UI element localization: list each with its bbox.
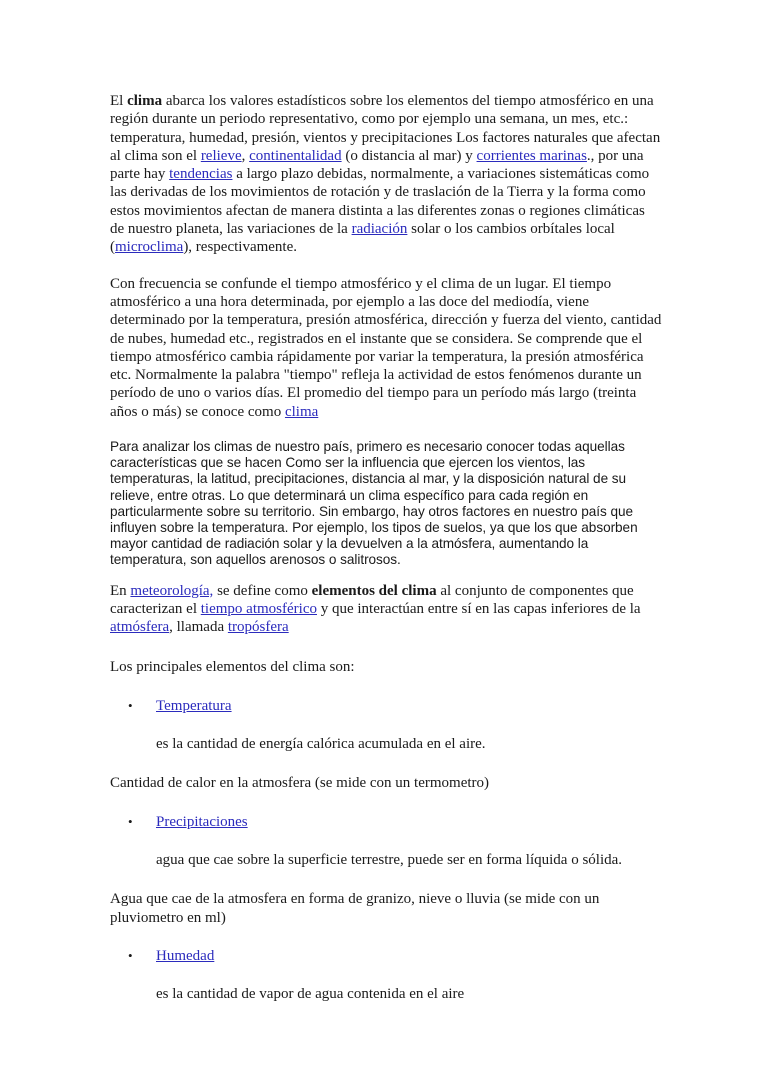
text: (o distancia al mar) y xyxy=(341,147,477,164)
text: , llamada xyxy=(169,619,228,636)
text: y que interactúan entre sí en las capas inferiores de la xyxy=(316,600,641,617)
paragraph-tiempo-vs-clima xyxy=(110,275,662,421)
link-humedad[interactable]: Humedad xyxy=(156,947,215,964)
link-continentalidad[interactable]: continentalidad xyxy=(249,147,342,164)
text: ., por una parte hay xyxy=(110,147,644,183)
link-atmosfera[interactable]: atmósfera xyxy=(110,619,170,636)
text: abarca los valores estadísticos sobre los elementos del tiempo atmosférico en una región durante un periodo representativo, como por ejemplo una semana, un mes, etc.: temperatura, humedad, presión, vientos y precipitaciones Los factores naturales que afectan al clima son el xyxy=(110,93,661,164)
bullet-icon: • xyxy=(128,813,133,829)
link-radiacion[interactable]: radiación xyxy=(351,221,408,238)
link-tendencias[interactable]: tendencias xyxy=(169,166,233,183)
list-item-humedad xyxy=(110,947,662,965)
text: Con frecuencia se confunde el tiempo atmosférico y el clima de un lugar. El tiempo atmosférico a una hora determinada, por ejemplo a las doce del mediodía, viene determinado por la temperatura, presión atmosférica, dirección y fuerza del viento, cantidad de nubes, humedad etc., registrados en el instante que se considera. Se comprende que el tiempo atmosférico cambia rápidamente por variar la temperatura, la presión atmosférica etc. Normalmente la palabra "tiempo" refleja la actividad de estos fenómenos durante un período de uno o varios días. El promedio del tiempo para un período más largo (treinta años o más) se conoce como xyxy=(110,275,662,420)
link-troposfera[interactable]: tropósfera xyxy=(227,619,289,636)
item-note: Cantidad de calor en la atmosfera (se mide con un termometro) xyxy=(110,775,490,792)
link-meteorologia[interactable]: meteorología, xyxy=(130,582,214,599)
item-description: agua que cae sobre la superficie terrestre, puede ser en forma líquida o sólida. xyxy=(156,852,623,869)
item-description: es la cantidad de vapor de agua contenida en el aire xyxy=(156,986,465,1003)
bold-term-clima: clima xyxy=(127,93,163,109)
bullet-icon: • xyxy=(128,947,133,963)
link-temperatura[interactable]: Temperatura xyxy=(156,697,232,714)
text: , xyxy=(241,147,250,164)
document-body xyxy=(110,92,662,1025)
paragraph-climas-pais: Para analizar los climas de nuestro país, primero es necesario conocer todas aquellas características que se hacen Como ser la influencia que ejercen los vientos, las temperaturas, la latitud, precipitaciones, distancia al mar, y la disposición natural de su relieve, entre otras. Lo que determinará un clima específico para cada región en particularmente sobre su territorio. Sin embargo, hay otros factores en nuestro país que influyen sobre la temperatura. Por ejemplo, los tipos de suelos, ya que los que absorben mayor cantidad de radiación solar y la devuelven a la atmósfera, aumentando la temperatura, son aquellos arenosos o salitrosos. xyxy=(110,439,638,568)
text: solar o los cambios orbítales local ( xyxy=(110,221,615,256)
bold-term-elementos: elementos del clima xyxy=(311,582,437,599)
link-clima[interactable]: clima xyxy=(284,403,319,420)
list-intro: Los principales elementos del clima son: xyxy=(110,658,355,675)
text: En xyxy=(110,582,131,599)
text: a largo plazo debidas, normalmente, a variaciones sistemáticas como las derivadas de los movimientos de rotación y de traslación de la Tierra y la forma como estos movimientos afectan de manera distinta a las diferentes zonas o regiones climáticas de nuestro planeta, las variaciones de la xyxy=(110,166,650,238)
link-relieve[interactable]: relieve xyxy=(200,147,242,164)
link-precipitaciones[interactable]: Precipitaciones xyxy=(156,813,248,830)
bullet-icon: • xyxy=(128,697,133,713)
link-corrientes-marinas[interactable]: corrientes marinas xyxy=(476,147,587,164)
text: al conjunto de componentes que caracterizan el xyxy=(110,582,634,617)
text: El xyxy=(110,93,128,109)
item-description: es la cantidad de energía calórica acumulada en el aire. xyxy=(156,736,486,753)
item-note: Agua que cae de la atmosfera en forma de granizo, nieve o lluvia (se mide con un pluviometro en ml) xyxy=(110,891,600,926)
link-microclima[interactable]: microclima xyxy=(115,239,184,256)
text: ), respectivamente. xyxy=(183,239,298,256)
paragraph-clima-definition xyxy=(110,92,662,257)
link-tiempo-atmosferico[interactable]: tiempo atmosférico xyxy=(200,600,317,617)
paragraph-elementos-definition xyxy=(110,582,662,637)
text: se define como xyxy=(213,582,312,599)
list-item-precipitaciones xyxy=(110,813,662,831)
list-item-temperatura xyxy=(110,697,662,715)
